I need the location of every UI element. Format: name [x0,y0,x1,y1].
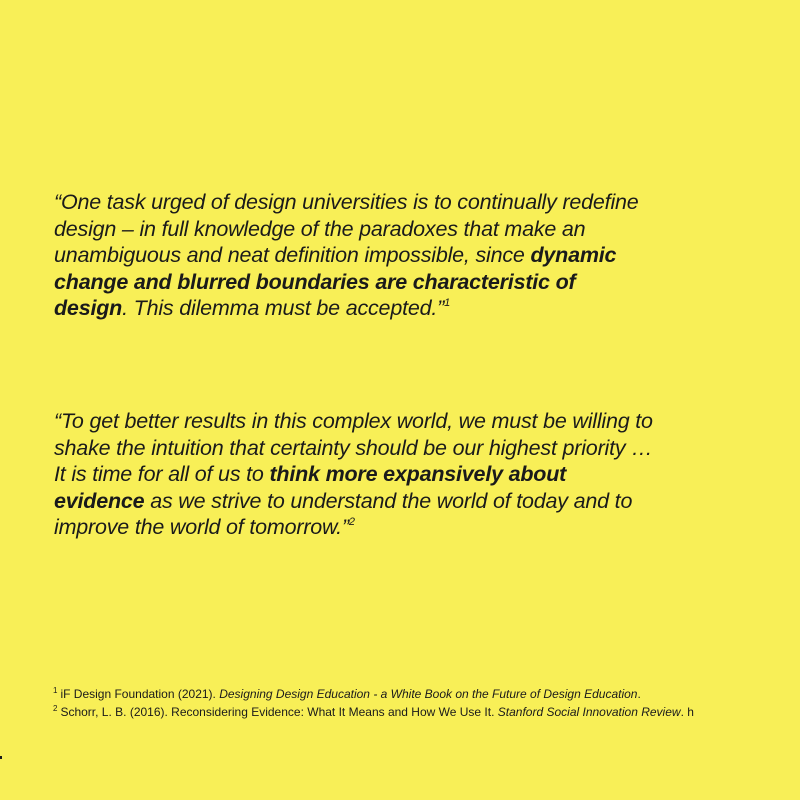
footnote-1-title: Designing Design Education - a White Book on the Future of Design Education [219,687,638,701]
footnote-1 [53,685,800,703]
quote-2-bold-emphasis: think more expansively about evidence [54,462,567,513]
footnote-1-text: iF Design Foundation (2021). [60,687,220,701]
quote-1-bold-emphasis: dynamic change and blurred boundaries are characteristic of design [54,243,617,320]
quote-1 [54,189,654,322]
footnotes [53,685,800,721]
footnote-2-number: 2 [53,704,58,713]
footnote-1-number: 1 [53,686,58,695]
footnote-1-tail: . [637,687,641,701]
quote-2-text-end: as we strive to understand the world of today and to improve the world of tomorrow.” [54,488,633,539]
quote-2 [54,408,654,541]
quote-1-footnote-ref: 1 [444,297,451,309]
quote-2-text-start: “To get better results in this complex world, we must be willing to shake the intuition that certainty should be our highest priority … It is time for all of us to [54,409,653,486]
edge-mark [0,756,2,759]
footnote-2-text: Schorr, L. B. (2016). Reconsidering Evidence: What It Means and How We Use It. [60,705,498,719]
footnote-2-journal: Stanford Social Innovation Review [497,705,681,719]
quote-2-footnote-ref: 2 [348,516,355,528]
footnote-2 [53,703,800,721]
quote-1-text-end: . This dilemma must be accepted.” [122,296,445,320]
quote-1-text-start: “One task urged of design universities is to continually redefine design – in full knowledge of the paradoxes that make an unambiguous and neat definition impossible, since [54,190,639,267]
footnote-2-tail: . h [680,705,694,719]
